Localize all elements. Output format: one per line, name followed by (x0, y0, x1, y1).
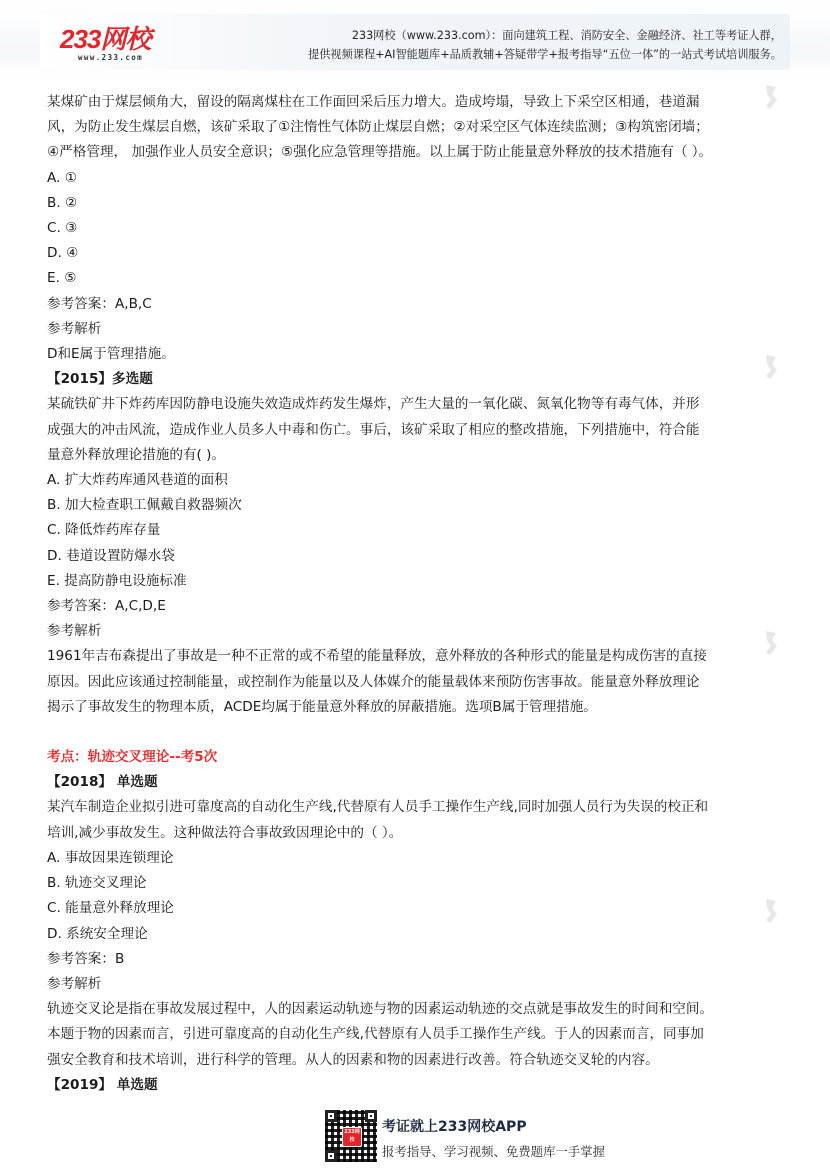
logo-url: www.233.com (78, 53, 144, 62)
analysis-label: 参考解析 (47, 623, 102, 640)
reference-answer: 参考答案：B (47, 950, 125, 967)
document-body (47, 90, 791, 1098)
option-a: A. 扩大炸药库通风巷道的面积 (47, 472, 228, 489)
footer-subtitle: 报考指导、学习视频、免费题库一手掌握 (382, 1144, 606, 1159)
option-c: C. ③ (47, 220, 78, 237)
analysis-text: 揭示了事故发生的物理本质，ACDE均属于能量意外释放的屏蔽措施。选项B属于管理措施。 (47, 698, 597, 715)
brand-logo (60, 24, 180, 64)
analysis-text: 轨迹交叉论是指在事故发展过程中，人的因素运动轨迹与物的因素运动轨迹的交点就是事故发生的时间和空间。 (47, 1001, 714, 1018)
option-e: E. 提高防静电设施标准 (47, 572, 187, 589)
question-header: 【2015】多选题 (47, 371, 153, 388)
slogan-line: 233网校（www.233.com）：面向建筑工程、消防安全、金融经济、社工等考证人群， (351, 29, 782, 42)
question-stem: 某汽车制造企业拟引进可靠度高的自动化生产线,代替原有人员手工操作生产线,同时加强人员行为失误的校正和 (47, 799, 709, 816)
question-stem: 量意外释放理论措施的有( )。 (47, 446, 226, 463)
analysis-label: 参考解析 (47, 975, 102, 992)
qr-code-icon[interactable] (325, 1110, 377, 1162)
question-2 (47, 367, 791, 720)
qr-logo-badge: 233网校 (342, 1127, 362, 1147)
analysis-text: 原因。因此应该通过控制能量，或控制作为能量以及人体媒介的能量载体来预防伤害事故。能量意外释放理论 (47, 673, 700, 690)
question-stem: 风，为防止发生煤层自燃，该矿采取了①注惰性气体防止煤层自燃；②对采空区气体连续监测；③构筑密闭墙； (47, 119, 709, 136)
question-header: 【2018】 单选题 (47, 774, 158, 791)
logo-text: 233网校 (60, 24, 151, 54)
qr-finder (365, 1110, 377, 1122)
option-e: E. ⑤ (47, 270, 77, 287)
question-1 (47, 90, 791, 367)
qr-finder (325, 1150, 337, 1162)
header-slogan (308, 26, 782, 64)
analysis-text: 本题于物的因素而言，引进可靠度高的自动化生产线,代替原有人员手工操作生产线。于人的因素而言，同事加 (47, 1026, 704, 1043)
option-a: A. ① (47, 169, 77, 186)
analysis-text: D和E属于管理措施。 (47, 346, 175, 363)
footer-title: 考证就上233网校APP (382, 1119, 527, 1135)
analysis-label: 参考解析 (47, 320, 102, 337)
question-stem: 某硫铁矿井下炸药库因防静电设施失效造成炸药发生爆炸，产生大量的一氧化碳、氮氧化物等有毒气体，并形 (47, 396, 700, 413)
option-c: C. 能量意外释放理论 (47, 900, 174, 917)
option-d: D. 巷道设置防爆水袋 (47, 547, 175, 564)
question-stem: 成强大的冲击风流，造成作业人员多人中毒和伤亡。事后，该矿采取了相应的整改措施，下列措施中，符合能 (47, 421, 700, 438)
analysis-text: 强安全教育和技术培训，进行科学的管理。从人的因素和物的因素进行改善。符合轨迹交叉轮的内容。 (47, 1051, 659, 1068)
option-b: B. 加大检查职工佩戴自救器频次 (47, 497, 242, 514)
reference-answer: 参考答案：A,B,C (47, 295, 152, 312)
spacer (47, 720, 791, 745)
option-c: C. 降低炸药库存量 (47, 522, 161, 539)
question-header: 【2019】 单选题 (47, 1076, 158, 1093)
option-a: A. 事故因果连锁理论 (47, 849, 174, 866)
page-header (0, 0, 830, 76)
option-b: B. ② (47, 194, 78, 211)
option-d: D. 系统安全理论 (47, 925, 148, 942)
question-3 (47, 770, 791, 1072)
qr-finder (325, 1110, 337, 1122)
app-promo-footer (320, 1104, 640, 1168)
question-stem: 某煤矿由于煤层倾角大，留设的隔离煤柱在工作面回采后压力增大。造成垮塌，导致上下采空区相通，巷道漏 (47, 94, 700, 110)
slogan-line: 提供视频课程+AI智能题库+品质教辅+答疑带学+报考指导“五位一体”的一站式考试培训服务。 (308, 48, 782, 61)
analysis-text: 1961年吉布森提出了事故是一种不正常的或不希望的能量释放，意外释放的各种形式的能量是构成伤害的直接 (47, 648, 707, 665)
question-stem: 培训,减少事故发生。这种做法符合事故致因理论中的（ ）。 (47, 824, 403, 841)
section-title: 考点：轨迹交叉理论--考5次 (47, 749, 218, 766)
option-b: B. 轨迹交叉理论 (47, 875, 147, 892)
question-stem: ④严格管理， 加强作业人员安全意识；⑤强化应急管理等措施。以上属于防止能量意外释放的技术措施有（ ）。 (47, 144, 713, 161)
reference-answer: 参考答案：A,C,D,E (47, 598, 166, 615)
option-d: D. ④ (47, 245, 79, 262)
